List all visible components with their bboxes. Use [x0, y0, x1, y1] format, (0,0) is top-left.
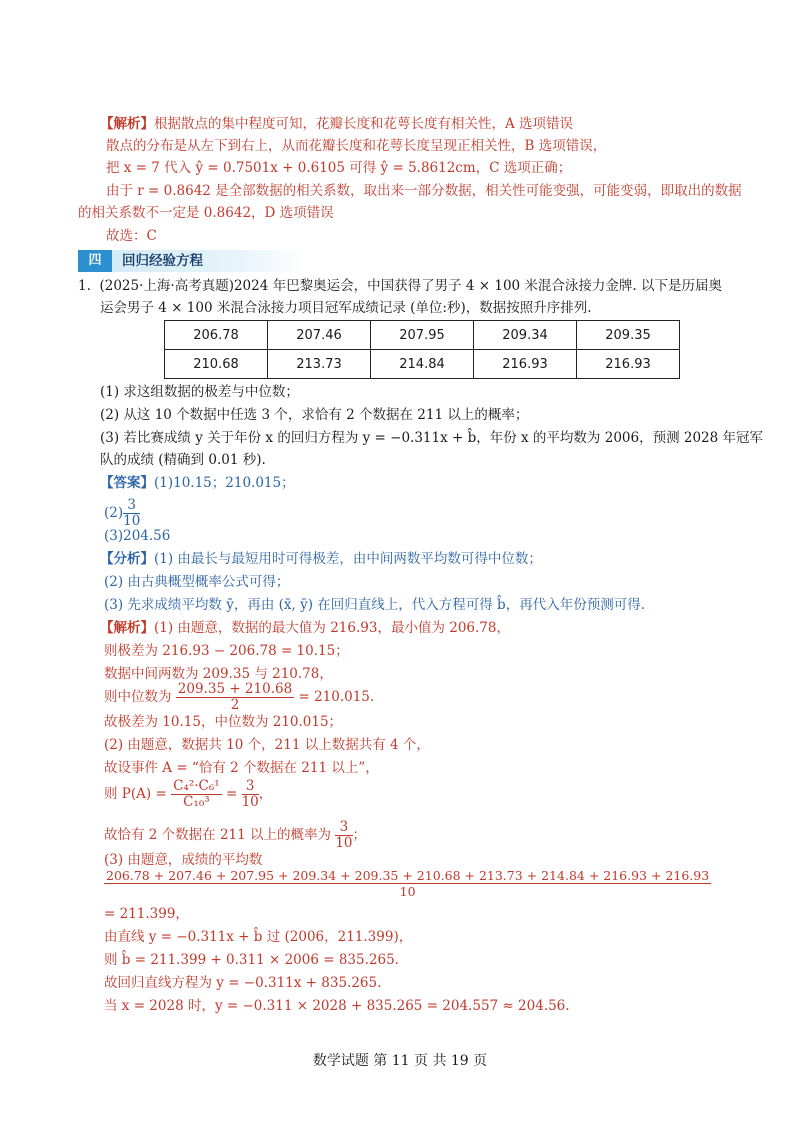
table-row — [165, 350, 680, 379]
table-cell: 210.68 — [165, 350, 268, 379]
solution-line-11 — [104, 866, 711, 900]
solution-line-7: 故设事件 A = “恰有 2 个数据在 211 以上”， — [104, 760, 379, 776]
section-title: 回归经验方程 — [122, 253, 203, 269]
answer-line-2: (2) $\frac{3}{10}$ — [104, 497, 141, 529]
table-cell: 209.35 — [577, 321, 680, 350]
answer-line-3: (3)204.56 — [104, 528, 171, 544]
brief-analysis-line-2: (2) 由古典概型概率公式可得； — [104, 574, 290, 590]
fraction: $\frac{3}{10}$ — [241, 778, 259, 810]
solution-line-5: 故极差为 10.15，中位数为 210.015； — [104, 714, 343, 730]
prev-analysis-line-5: 的相关系数不一定是 0.8642，D 选项错误 — [78, 205, 334, 221]
solution-line-1: 【解析】(1) 由题意，数据的最大值为 216.93，最小值为 206.78， — [100, 620, 510, 636]
solution-line-9: 故恰有 2 个数据在 211 以上的概率为 $\frac{3}{10}$ ； — [104, 819, 367, 851]
solution-line-10: (3) 由题意，成绩的平均数 — [104, 852, 263, 868]
table-cell: 207.46 — [268, 321, 371, 350]
section-number-badge: 四 — [78, 250, 112, 272]
brief-analysis-line-3: (3) 先求成绩平均数 ȳ，再由 (x̄, ȳ) 在回归直线上，代入方程可得 b̂，再代入年份预测可得. — [104, 597, 645, 613]
solution-line-8: 则 P(A) = $\frac{\text{C₄²·C₆¹}}{\text{C₁₀³}}$ = $\frac{3}{10}$ ， — [104, 778, 273, 810]
prev-analysis-line-4: 由于 r = 0.8642 是全部数据的相关系数，取出来一部分数据，相关性可能变强，可能变弱，即取出的数据 — [106, 183, 742, 199]
solution-line-6: (2) 由题意，数据共 10 个，211 以上数据共有 4 个， — [104, 737, 430, 753]
problem-line-2: 运会男子 4 × 100 米混合泳接力项目冠军成绩记录 (单位:秒)，数据按照升序排列. — [100, 300, 592, 316]
table-row — [165, 321, 680, 350]
fraction: 206.78 + 207.46 + 207.95 + 209.34 + 209.35 + 210.68 + 213.73 + 214.84 + 216.93 + 216.93 10 — [106, 868, 710, 899]
table-cell: 207.95 — [371, 321, 474, 350]
solution-line-2: 则极差为 216.93 − 206.78 = 10.15； — [104, 643, 349, 659]
answer-line-1: 【答案】(1)10.15；210.015； — [100, 475, 295, 491]
prev-analysis-line-1: 【解析】根据散点的集中程度可知，花瓣长度和花萼长度有相关性，A 选项错误 — [100, 116, 574, 132]
table-cell: 214.84 — [371, 350, 474, 379]
fraction: $\frac{209.35 + 210.68}{2}$ — [177, 681, 293, 713]
prev-analysis-line-6: 故选：C — [106, 228, 157, 244]
solution-line-12: = 211.399， — [104, 906, 189, 922]
prev-analysis-line-2: 散点的分布是从左下到右上，从而花瓣长度和花萼长度呈现正相关性，B 选项错误， — [106, 138, 607, 154]
solution-line-15: 故回归直线方程为 y = −0.311x + 835.265. — [104, 975, 382, 991]
prev-analysis-line-3: 把 x = 7 代入 ŷ = 0.7501x + 0.6105 可得 ŷ = 5.8612cm，C 选项正确； — [106, 160, 572, 176]
table-cell: 213.73 — [268, 350, 371, 379]
table-cell: 206.78 — [165, 321, 268, 350]
solution-line-3: 数据中间两数为 209.35 与 210.78， — [104, 666, 333, 682]
brief-analysis-line-1: 【分析】(1) 由最长与最短用时可得极差，由中间两数平均数可得中位数； — [100, 551, 542, 567]
question-3-line-2: 队的成绩 (精确到 0.01 秒). — [100, 452, 266, 468]
page-footer: 数学试题 第 11 页 共 19 页 — [312, 1053, 488, 1069]
record-table — [164, 320, 680, 379]
table-cell: 209.34 — [474, 321, 577, 350]
question-3-line-1: (3) 若比赛成绩 y 关于年份 x 的回归方程为 y = −0.311x + b̂，年份 x 的平均数为 2006，预测 2028 年冠军 — [100, 430, 764, 446]
fraction: $\frac{3}{10}$ — [335, 819, 353, 851]
solution-line-13: 由直线 y = −0.311x + b̂ 过 (2006，211.399)， — [104, 929, 413, 945]
table-cell: 216.93 — [474, 350, 577, 379]
fraction: $\frac{\text{C₄²·C₆¹}}{\text{C₁₀³}}$ — [173, 778, 220, 810]
solution-line-4: 则中位数为 $\frac{209.35 + 210.68}{2}$ = 210.015. — [104, 681, 375, 713]
question-1: (1) 求这组数据的极差与中位数； — [100, 384, 299, 400]
fraction: $\frac{3}{10}$ — [123, 497, 141, 529]
table-cell: 216.93 — [577, 350, 680, 379]
problem-line-1: 1. (2025·上海·高考真题)2024 年巴黎奥运会，中国获得了男子 4 × 100 米混合泳接力金牌. 以下是历届奥 — [78, 278, 723, 294]
solution-line-16: 当 x = 2028 时，y = −0.311 × 2028 + 835.265 = 204.557 ≈ 204.56. — [104, 998, 570, 1014]
solution-line-14: 则 b̂ = 211.399 + 0.311 × 2006 = 835.265. — [104, 952, 399, 968]
question-2: (2) 从这 10 个数据中任选 3 个，求恰有 2 个数据在 211 以上的概率； — [100, 407, 529, 423]
